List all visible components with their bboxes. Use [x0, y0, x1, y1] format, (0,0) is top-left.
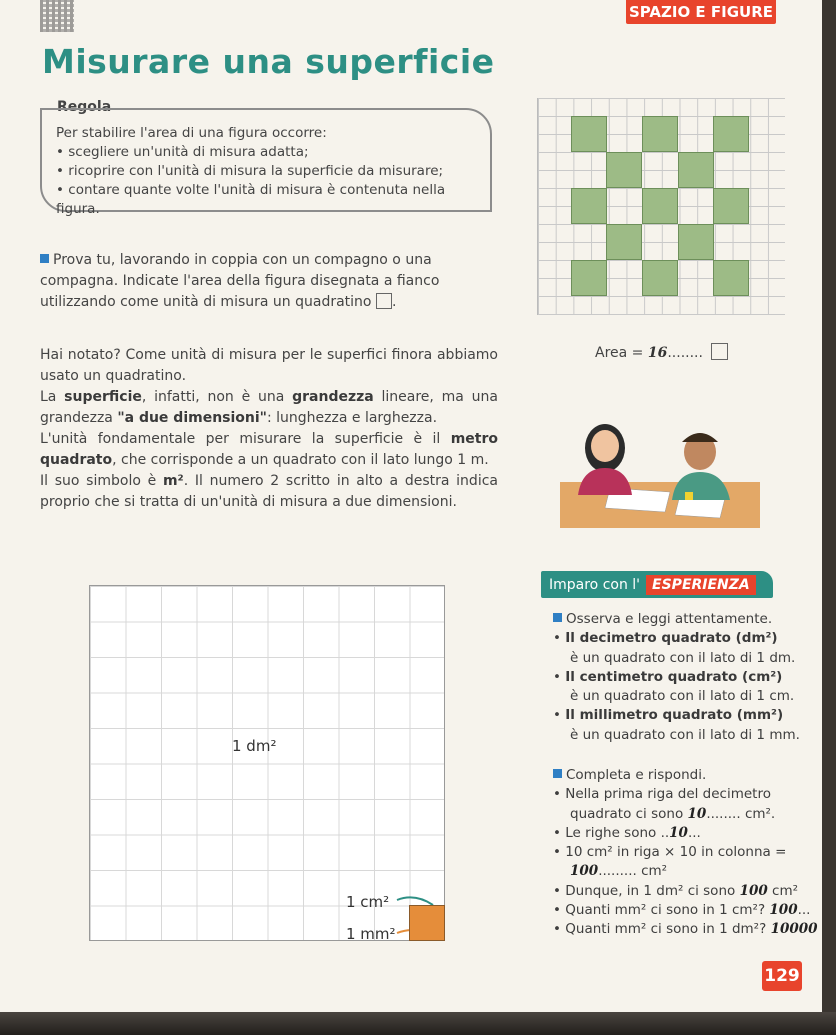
page-title: Misurare una superficie: [42, 42, 495, 81]
theory-p4: Il suo simbolo è m². Il numero 2 scritto in alto a destra indica proprio che si tratta di un'unità di misura a due dimensioni.: [40, 473, 498, 510]
bullet-square-icon: [40, 254, 49, 263]
decimeter-square-grid: [89, 585, 445, 941]
experience-badge: ESPERIENZA: [646, 575, 756, 595]
unit-square-icon: [376, 293, 392, 309]
rule-label: Regola: [57, 99, 112, 115]
section-tag: SPAZIO E FIGURE: [626, 0, 776, 24]
cm2-label: 1 cm²: [346, 893, 390, 911]
rule-intro: Per stabilire l'area di una figura occorre:: [56, 125, 327, 141]
figure-cell: [606, 152, 642, 188]
handwritten-answer: 100: [769, 902, 798, 919]
area-answer: Area = 16........: [595, 343, 728, 361]
complete-line: Completa e rispondi.: [553, 766, 818, 785]
area-figure-grid: [537, 98, 785, 315]
unit-square-icon: [711, 343, 728, 360]
figure-cell: [642, 188, 678, 224]
rule-item: • scegliere un'unità di misura adatta;: [56, 143, 480, 162]
theory-p1: Hai notato? Come unità di misura per le superfici finora abbiamo usato un quadratino.: [40, 347, 498, 384]
rule-list: [56, 143, 480, 219]
dm2-label: 1 dm²: [232, 737, 277, 755]
figure-cell: [606, 224, 642, 260]
figure-cell: [642, 116, 678, 152]
exercise-list: Completa e rispondi. • Nella prima riga del decimetro quadrato ci sono 10........ cm². • Le righe sono ..10... • 10 cm² in riga × 10 in colonna = 100......... cm² • Dunque, in 1 dm² ci sono 100 cm² • Quanti mm² ci sono in 1 cm²? 100... • Quanti mm² ci sono in 1 dm²? 10000: [553, 767, 818, 938]
handwritten-answer: 100: [739, 882, 768, 899]
figure-cell: [678, 224, 714, 260]
figure-cell: [571, 260, 607, 296]
cm-square-highlight: [409, 905, 445, 941]
figure-cell: [642, 260, 678, 296]
page-number: 129: [762, 961, 802, 991]
figure-cell: [713, 116, 749, 152]
figure-cell: [713, 188, 749, 224]
handwritten-answer: 10: [687, 805, 707, 822]
handwritten-answer: 100: [570, 863, 599, 880]
experience-header: Imparo con l' ESPERIENZA: [541, 571, 773, 598]
theory-p2: La superficie, infatti, non è una grandezza lineare, ma una grandezza "a due dimensioni": lunghezza e larghezza.: [40, 389, 498, 426]
observe-line: Osserva e leggi attentamente.: [553, 610, 800, 629]
bullet-square-icon: [553, 613, 562, 622]
experience-list: Osserva e leggi attentamente. • Il decimetro quadrato (dm²) è un quadrato con il lato di 1 dm. • Il centimetro quadrato (cm²) è un quadrato con il lato di 1 cm. • Il millimetro quadrato (mm²) è un quadrato con il lato di 1 mm.: [553, 611, 800, 743]
rule-item: • ricoprire con l'unità di misura la superficie da misurare;: [56, 162, 480, 181]
theory-p3: L'unità fondamentale per misurare la superficie è il metro quadrato, che corrisponde a un quadrato con il lato lungo 1 m.: [40, 431, 498, 468]
figure-cell: [713, 260, 749, 296]
activity-text: Prova tu, lavorando in coppia con un compagno o una compagna. Indicate l'area della figura disegnata a fianco utilizzando come unità di misura un quadratino .: [40, 252, 440, 310]
rule-box: [40, 108, 492, 217]
mm2-label: 1 mm²: [346, 925, 396, 943]
figure-cell: [571, 188, 607, 224]
rule-item: • contare quante volte l'unità di misura è contenuta nella figura.: [56, 181, 480, 219]
bullet-square-icon: [553, 769, 562, 778]
children-illustration: [560, 400, 760, 528]
figure-cell: [678, 152, 714, 188]
qr-code: [40, 0, 74, 32]
theory-text: [40, 345, 498, 513]
figure-cell: [571, 116, 607, 152]
page-edge-shadow: [0, 1012, 836, 1035]
handwritten-area-value: 16: [647, 345, 668, 361]
handwritten-answer: 10: [669, 824, 688, 841]
handwritten-answer: 10000: [770, 921, 818, 938]
